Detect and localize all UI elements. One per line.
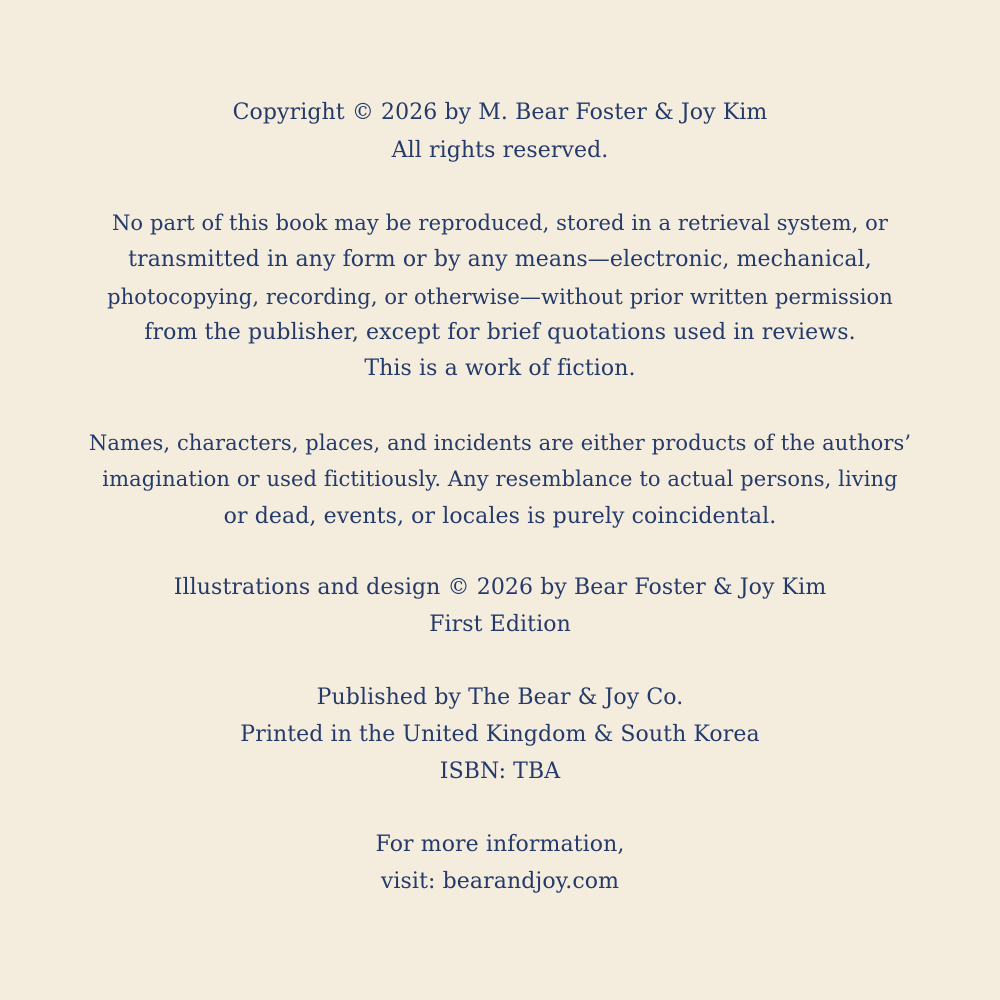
rights-reserved: All rights reserved. [391,138,609,163]
disclaimer-line-1: Names, characters, places, and incidents are either products of the authors’ [88,431,912,455]
printed-in-line: Printed in the United Kingdom & South Korea [240,722,760,747]
website-line: visit: bearandjoy.com [380,869,620,894]
copyright-line: Copyright © 2026 by M. Bear Foster & Joy Kim [232,100,768,125]
disclaimer-line-2: imagination or used fictitiously. Any resemblance to actual persons, living [102,467,898,491]
reproduction-line-1: No part of this book may be reproduced, stored in a retrieval system, or [111,211,889,235]
isbn-line: ISBN: TBA [439,759,561,784]
disclaimer-line-3: or dead, events, or locales is purely coincidental. [223,504,777,529]
reproduction-line-3: photocopying, recording, or otherwise—without prior written permission [107,285,893,309]
illustrations-line: Illustrations and design © 2026 by Bear Foster & Joy Kim [173,575,827,600]
published-by-line: Published by The Bear & Joy Co. [316,685,684,710]
more-info-line: For more information, [375,832,625,857]
fiction-statement: This is a work of fiction. [364,356,636,381]
reproduction-line-4: from the publisher, except for brief quotations used in reviews. [144,320,856,345]
edition-line: First Edition [429,612,571,637]
reproduction-line-2: transmitted in any form or by any means—electronic, mechanical, [128,247,872,272]
